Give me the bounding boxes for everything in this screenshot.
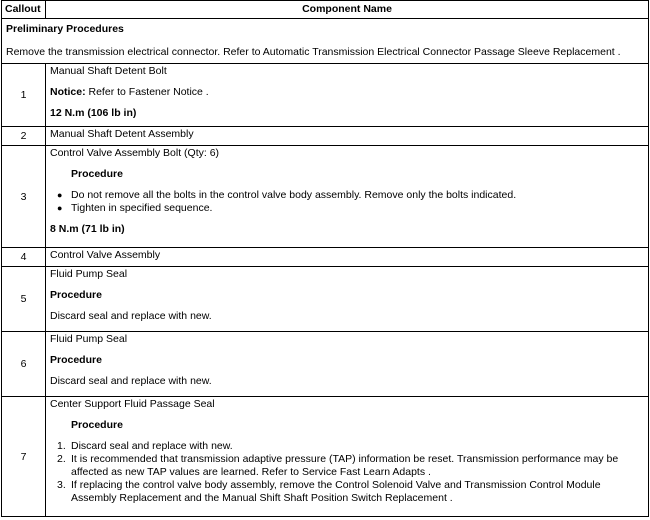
callout-number: 7 — [2, 397, 46, 517]
torque-spec: 8 N.m (71 lb in) — [50, 223, 125, 235]
procedure-heading: Procedure — [71, 168, 123, 180]
procedure-heading: Procedure — [50, 289, 102, 301]
procedure-steps — [50, 440, 644, 505]
step-text: It is recommended that transmission adaptive pressure (TAP) information be reset. Transmission performance may be affected as new TAP values are learned. Refer to Service Fast Learn Adapts . — [71, 453, 619, 478]
component-name: Center Support Fluid Passage Seal — [50, 398, 215, 410]
list-item — [57, 453, 644, 479]
table-row — [2, 248, 649, 267]
list-item — [57, 440, 644, 453]
procedure-text: Discard seal and replace with new. — [50, 310, 212, 322]
step-text: Discard seal and replace with new. — [71, 440, 233, 452]
component-cell — [46, 248, 649, 267]
preliminary-text: Remove the transmission electrical connector. Refer to Automatic Transmission Electrical Connector Passage Sleeve Replacement . — [6, 46, 621, 58]
procedure-heading: Procedure — [71, 419, 123, 431]
notice-text: Refer to Fastener Notice . — [85, 86, 209, 98]
component-name: Control Valve Assembly — [50, 249, 161, 261]
table-row — [2, 332, 649, 397]
list-item: ● Do not remove all the bolts in the control valve body assembly. Remove only the bolts indicated. — [71, 189, 644, 202]
callout-number: 4 — [2, 248, 46, 267]
callout-number: 1 — [2, 64, 46, 127]
procedure-heading: Procedure — [50, 354, 102, 366]
list-item — [57, 479, 644, 505]
component-cell — [46, 397, 649, 517]
callout-number: 6 — [2, 332, 46, 397]
callout-number: 2 — [2, 127, 46, 146]
notice-label: Notice: — [50, 86, 86, 98]
table-row — [2, 397, 649, 517]
component-name: Fluid Pump Seal — [50, 333, 128, 345]
procedure-bullets — [50, 189, 644, 215]
table-row — [2, 64, 649, 127]
header-row — [2, 1, 649, 19]
component-name: Control Valve Assembly Bolt (Qty: 6) — [50, 147, 220, 159]
component-cell — [46, 64, 649, 127]
component-cell — [46, 127, 649, 146]
callout-header: Callout — [2, 1, 46, 19]
component-name: Fluid Pump Seal — [50, 268, 128, 280]
component-cell — [46, 332, 649, 397]
torque-spec: 12 N.m (106 lb in) — [50, 107, 137, 119]
step-number: 3. — [57, 479, 66, 491]
notice — [50, 86, 644, 99]
step-number: 2. — [57, 453, 66, 465]
step-text: If replacing the control valve body assembly, remove the Control Solenoid Valve and Transmission Control Module Assembly Replacement and the Manual Shift Shaft Position Switch Replacement . — [71, 479, 601, 504]
component-cell — [46, 146, 649, 248]
step-number: 1. — [57, 440, 66, 452]
table-row — [2, 127, 649, 146]
component-name: Manual Shaft Detent Bolt — [50, 65, 167, 77]
procedure-text: Discard seal and replace with new. — [50, 375, 212, 387]
component-cell — [46, 267, 649, 332]
callout-number: 5 — [2, 267, 46, 332]
table-row — [2, 146, 649, 248]
component-name: Manual Shaft Detent Assembly — [50, 128, 194, 140]
preliminary-cell — [2, 19, 649, 64]
preliminary-row — [2, 19, 649, 64]
component-header: Component Name — [46, 1, 649, 19]
list-item: ● Tighten in specified sequence. — [71, 202, 644, 215]
preliminary-heading: Preliminary Procedures — [6, 23, 124, 35]
components-table — [1, 0, 649, 517]
callout-number: 3 — [2, 146, 46, 248]
table-row — [2, 267, 649, 332]
